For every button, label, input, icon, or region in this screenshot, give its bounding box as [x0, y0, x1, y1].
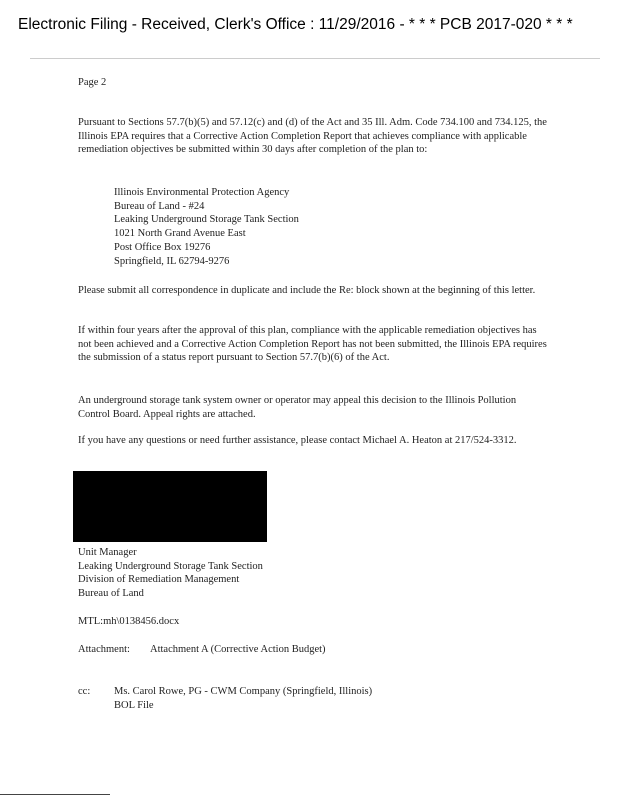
address-line: Post Office Box 19276 — [114, 241, 211, 253]
filing-stamp-header: Electronic Filing - Received, Clerk's Office : 11/29/2016 - * * * PCB 2017-020 * * * — [18, 16, 573, 33]
signature-block — [78, 546, 263, 601]
intro-paragraph: Pursuant to Sections 57.7(b)(5) and 57.12(c) and (d) of the Act and 35 Ill. Adm. Code 734.100 and 734.125, the Illinois EPA requires that a Corrective Action Completion Report that achieves compliance with applicable remediation objectives be submitted within 30 days after completion of the plan to: — [78, 117, 547, 155]
address-line: Leaking Underground Storage Tank Section — [114, 214, 299, 226]
signature-bureau: Bureau of Land — [78, 588, 144, 600]
agency-address-block — [114, 186, 299, 268]
address-line: Springfield, IL 62794-9276 — [114, 255, 230, 267]
attachment-value: Attachment A (Corrective Action Budget) — [150, 644, 326, 655]
appeal-paragraph: An underground storage tank system owner or operator may appeal this decision to the Illinois Pollution Control Board. Appeal rights are attached. — [78, 395, 517, 420]
signature-section: Leaking Underground Storage Tank Section — [78, 560, 263, 572]
page-label: Page 2 — [78, 77, 107, 88]
address-line: 1021 North Grand Avenue East — [114, 228, 246, 240]
contact-paragraph: If you have any questions or need further assistance, please contact Michael A. Heaton at 217/524-3312. — [78, 435, 517, 446]
attachment-label: Attachment: — [78, 644, 130, 655]
redacted-signature — [73, 471, 267, 542]
submit-paragraph: Please submit all correspondence in duplicate and include the Re: block shown at the beginning of this letter. — [78, 285, 536, 296]
cc-recipient: Ms. Carol Rowe, PG - CWM Company (Springfield, Illinois) — [114, 686, 373, 697]
scan-artifact-line — [30, 58, 600, 59]
address-line: Illinois Environmental Protection Agency — [114, 187, 290, 198]
signature-title: Unit Manager — [78, 547, 137, 558]
signature-division: Division of Remediation Management — [78, 574, 240, 586]
reference-initials: MTL:mh\0138456.docx — [78, 616, 180, 627]
cc-recipient: BOL File — [114, 700, 154, 711]
cc-label: cc: — [78, 686, 91, 697]
scan-artifact-line — [0, 794, 110, 795]
address-line: Bureau of Land - #24 — [114, 200, 205, 212]
four-years-paragraph: If within four years after the approval of this plan, compliance with the applicable remediation objectives has not been achieved and a Corrective Action Completion Report has not been submitted, the Illinois EPA requires the submission of a status report pursuant to Section 57.7(b)(6) of the Act. — [78, 325, 547, 363]
